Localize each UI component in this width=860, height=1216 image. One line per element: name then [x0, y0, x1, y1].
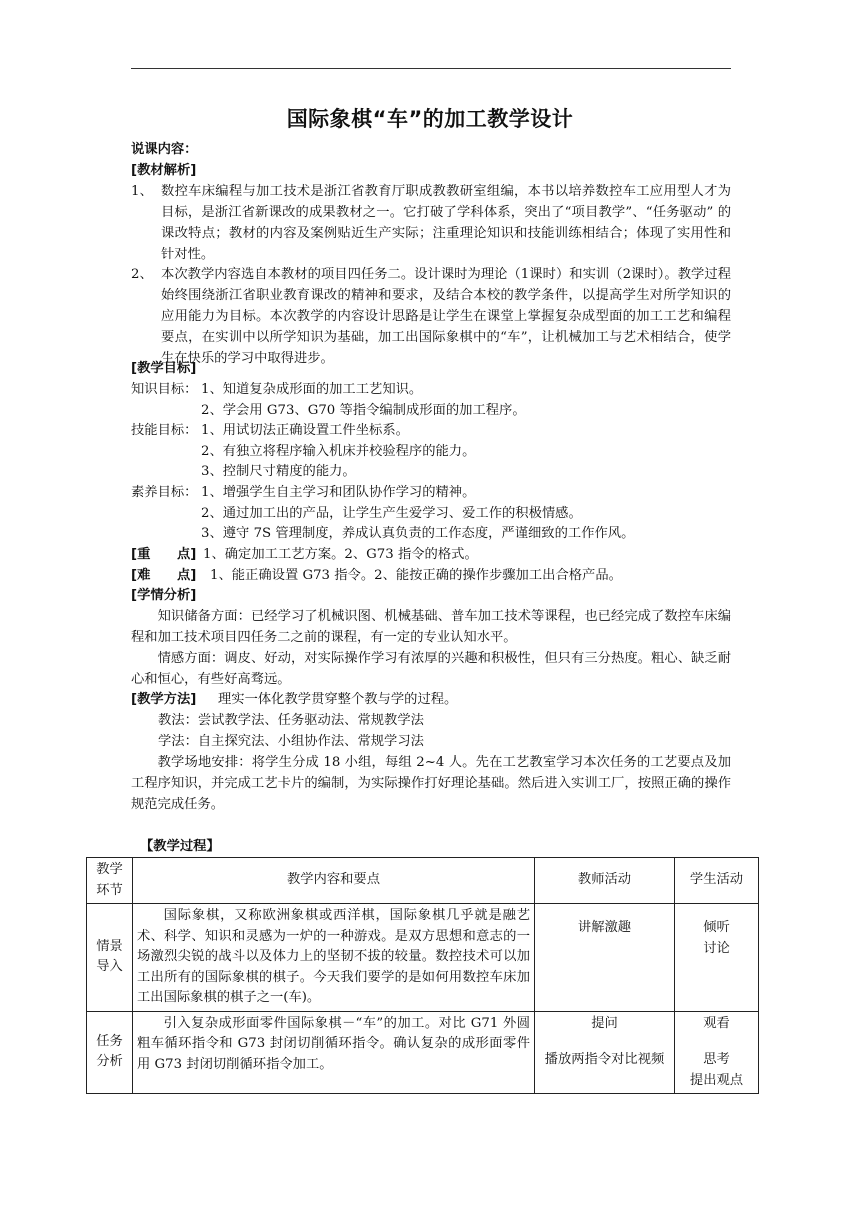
student-activity-cell — [675, 1011, 759, 1094]
skill-goal-3: 3、控制尺寸精度的能力。 — [201, 464, 356, 479]
content-cell: 国际象棋，又称欧洲象棋或西洋棋，国际象棋几乎就是融艺术、科学、知识和灵感为一炉的一种游戏。是双方思想和意志的一场激烈尖锐的战斗以及体力上的坚韧不拔的较量。数控技术可以加工出所有的国际象棋的棋子。今天我们要学的是如何用数控车床加工出国际象棋的棋子之一(车)。 — [133, 904, 535, 1012]
table-row — [87, 904, 759, 1012]
key-point-label: [重 点] — [131, 547, 197, 562]
header-stage: 教学环节 — [87, 858, 133, 904]
student-activity: 观看 — [703, 1015, 730, 1031]
teacher-activity-cell — [535, 1011, 675, 1094]
knowledge-goal-1: 1、知道复杂成形面的加工工艺知识。 — [201, 382, 423, 397]
table-header-row — [87, 858, 759, 904]
process-table — [86, 857, 759, 1094]
analysis-paragraph-2: 情感方面：调皮、好动，对实际操作学习有浓厚的兴趣和积极性，但只有三分热度。粗心、缺乏耐心和恒心，有些好高骛远。 — [131, 651, 731, 687]
list-number: 1、 — [131, 184, 153, 199]
textbook-item-2 — [131, 264, 731, 369]
methods-heading: [教学方法] — [131, 692, 197, 707]
analysis-heading: [学情分析] — [131, 588, 197, 603]
table-row — [87, 1011, 759, 1094]
textbook-item-1 — [131, 181, 731, 265]
teacher-activity-cell — [535, 904, 675, 1012]
student-activity: 思考 — [703, 1052, 730, 1067]
student-activity-cell — [675, 904, 759, 1012]
analysis-paragraph-1: 知识储备方面：已经学习了机械识图、机械基础、普车加工技术等课程，也已经完成了数控车床编程和加工技术项目四任务二之前的课程，有一定的专业认知水平。 — [131, 609, 731, 645]
document-title: 国际象棋“车”的加工教学设计 — [286, 107, 574, 131]
content-cell: 引入复杂成形面零件国际象棋－“车”的加工。对比 G71 外圆粗车循环指令和 G73 封闭切削循环指令。确认复杂的成形面零件用 G73 封闭切削循环指令加工。 — [133, 1011, 535, 1094]
teacher-activity: 讲解激趣 — [577, 920, 632, 935]
header-student: 学生活动 — [675, 858, 759, 904]
key-point-text: 1、确定加工工艺方案。2、G73 指令的格式。 — [203, 547, 478, 562]
stage-cell: 情景导入 — [87, 904, 133, 1012]
skill-goal-1: 1、用试切法正确设置工件坐标系。 — [201, 423, 409, 438]
goals-heading: [教学目标] — [131, 361, 197, 376]
venue-arrangement: 教学场地安排：将学生分成 18 小组，每组 2~4 人。先在工艺教室学习本次任务的工艺要点及加工程序知识，并完成工艺卡片的编制，为实际操作打好理论基础。然后进入实训工厂，按照正确的操作规范完成任务。 — [131, 755, 731, 812]
methods-heading-text: 理实一体化教学贯穿整个教与学的过程。 — [218, 692, 458, 707]
difficulty-text: 1、能正确设置 G73 指令。2、能按正确的操作步骤加工出合格产品。 — [210, 568, 622, 583]
knowledge-goals-label: 知识目标： — [131, 382, 198, 397]
difficulty-label: [难 点] — [131, 568, 197, 583]
quality-goals-label: 素养目标： — [131, 485, 198, 500]
skill-goals-label: 技能目标： — [131, 423, 198, 438]
header-content: 教学内容和要点 — [133, 858, 535, 904]
student-activity: 倾听 — [703, 920, 730, 935]
list-number: 2、 — [131, 267, 153, 282]
list-text: 本次教学内容选自本教材的项目四任务二。设计课时为理论（1课时）和实训（2课时）。教学过程始终围绕浙江省职业教育课改的精神和要求，及结合本校的教学条件，以提高学生对所学知识的应用能力为目标。本次教学的内容设计思路是让学生在课堂上掌握复杂成型面的加工工艺和编程要点，在实训中以所学知识为基础，加工出国际象棋中的“车”，让机械加工与艺术相结合，使学生在快乐的学习中取得进步。 — [161, 267, 731, 366]
stage-cell: 任务分析 — [87, 1011, 133, 1094]
process-label: 【教学过程】 — [140, 839, 220, 854]
teacher-activity: 播放两指令对比视频 — [544, 1052, 665, 1067]
quality-goal-3: 3、遵守 7S 管理制度，养成认真负责的工作态度，严谨细致的工作作风。 — [201, 526, 635, 541]
textbook-heading: [教材解析] — [131, 163, 197, 178]
teacher-activity: 提问 — [591, 1015, 618, 1031]
header-rule — [131, 68, 731, 69]
teaching-methods: 教法：尝试教学法、任务驱动法、常规教学法 — [158, 713, 424, 728]
knowledge-goal-2: 2、学会用 G73、G70 等指令编制成形面的加工程序。 — [201, 403, 526, 418]
student-activity: 讨论 — [703, 940, 730, 956]
header-teacher: 教师活动 — [535, 858, 675, 904]
student-activity: 提出观点 — [689, 1072, 744, 1088]
skill-goal-2: 2、有独立将程序输入机床并校验程序的能力。 — [201, 444, 476, 459]
list-text: 数控车床编程与加工技术是浙江省教育厅职成教教研室组编，本书以培养数控车工应用型人才为目标，是浙江省新课改的成果教材之一。它打破了学科体系，突出了“项目教学”、“任务驱动” 的课改特点；教材的内容及案例贴近生产实际；注重理论知识和技能训练相结合；体现了实用性和针对性。 — [161, 184, 731, 262]
intro-label: 说课内容： — [131, 142, 198, 157]
quality-goal-2: 2、通过加工出的产品，让学生产生爱学习、爱工作的积极情感。 — [201, 506, 582, 521]
learning-methods: 学法：自主探究法、小组协作法、常规学习法 — [158, 734, 424, 749]
quality-goal-1: 1、增强学生自主学习和团队协作学习的精神。 — [201, 485, 476, 500]
